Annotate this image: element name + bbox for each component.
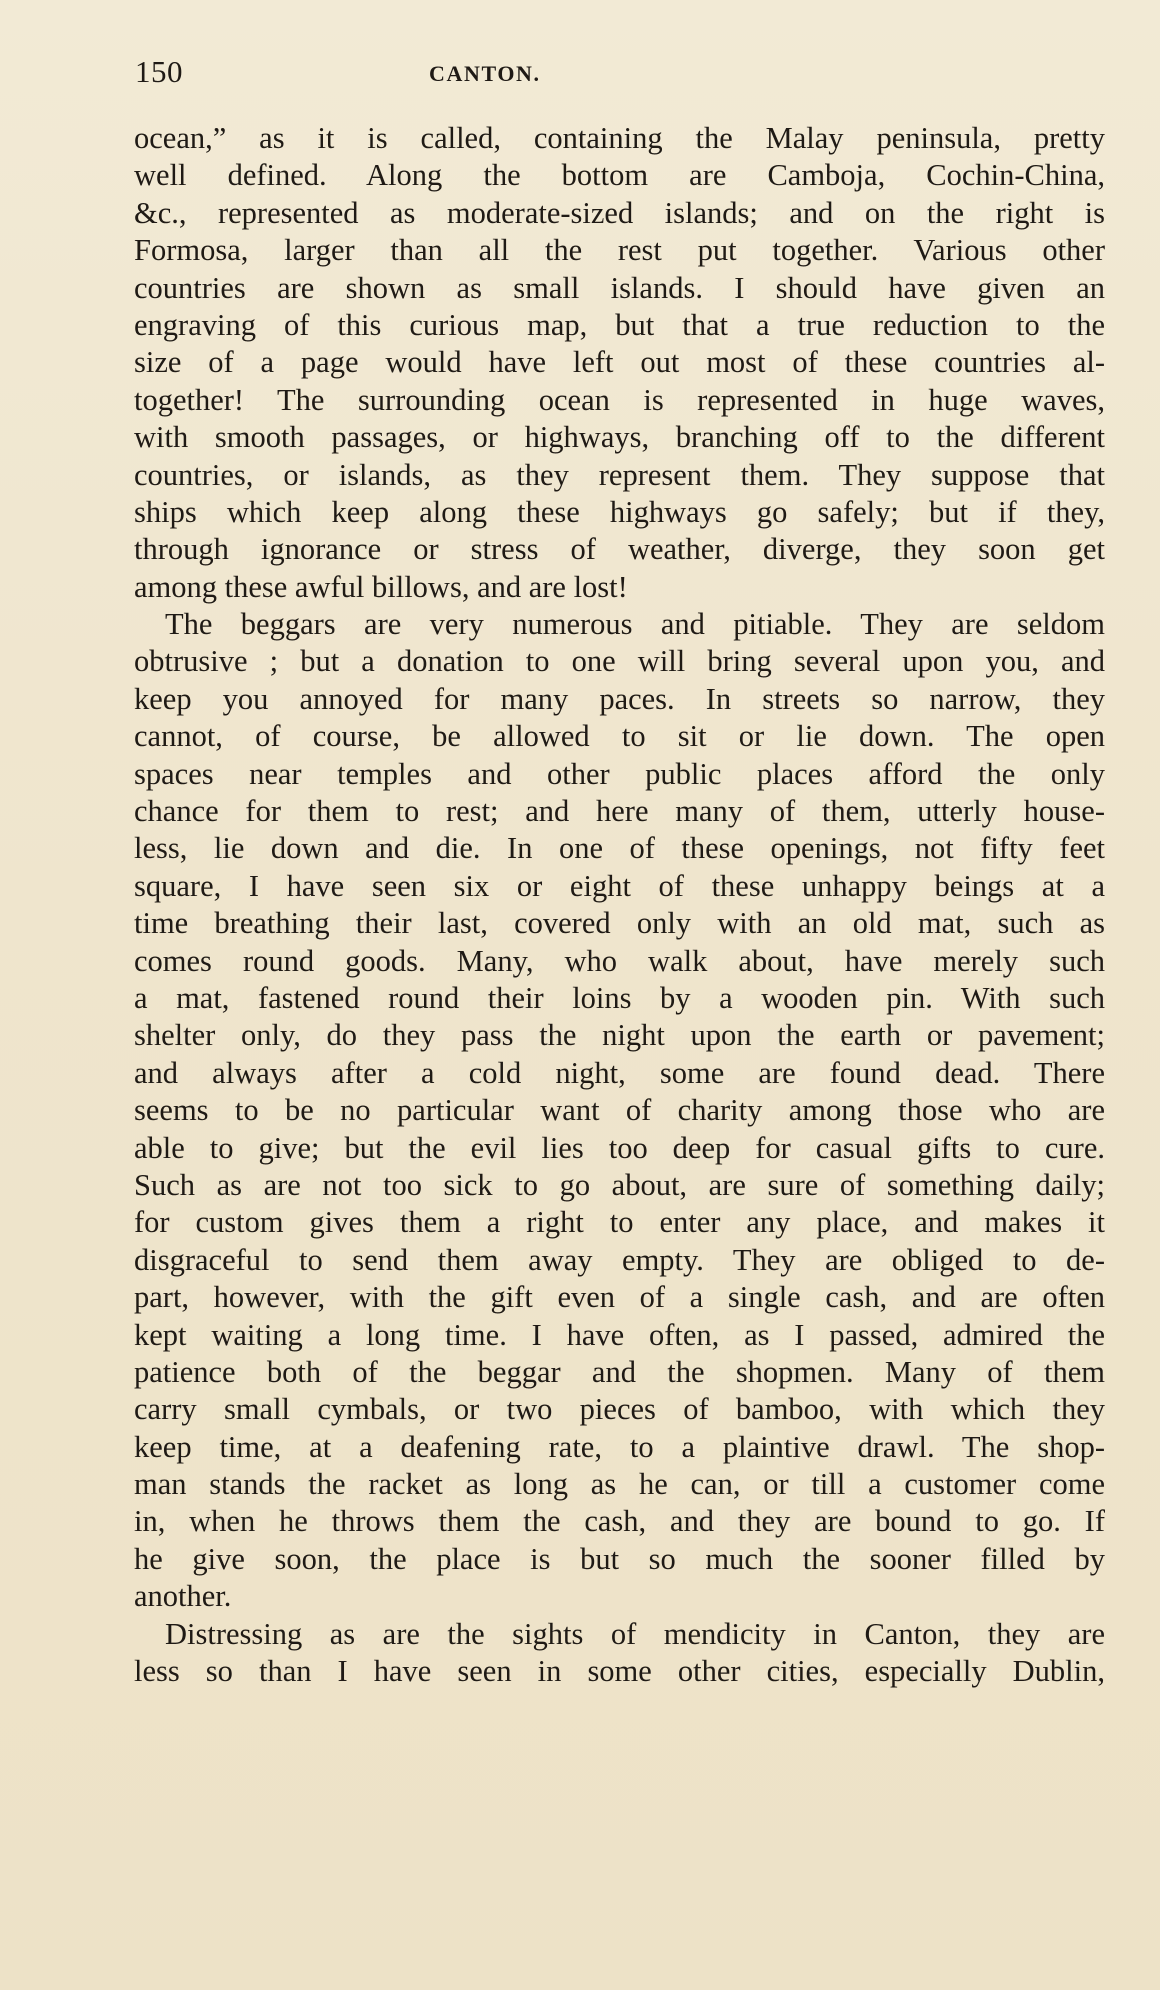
text-line: patience both of the beggar and the shopmen. Many of them (134, 1354, 1105, 1389)
text-line: together! The surrounding ocean is represented in huge waves, (134, 382, 1105, 417)
text-line: comes round goods. Many, who walk about, have merely such (134, 943, 1105, 978)
text-line: less, lie down and die. In one of these openings, not fifty feet (134, 831, 1105, 866)
text-line: man stands the racket as long as he can, or till a customer come (134, 1467, 1105, 1502)
text-line: another. (134, 1579, 232, 1614)
text-line: in, when he throws them the cash, and they are bound to go. If (134, 1504, 1105, 1539)
page-header (135, 54, 1105, 94)
text-line: keep time, at a deafening rate, to a plaintive drawl. The shop- (134, 1429, 1105, 1464)
text-line: spaces near temples and other public places afford the only (134, 756, 1105, 791)
text-line: among these awful billows, and are lost! (134, 569, 628, 604)
text-line: obtrusive ; but a donation to one will bring several upon you, and (134, 644, 1105, 679)
text-line: able to give; but the evil lies too deep for casual gifts to cure. (134, 1130, 1105, 1165)
text-line: Formosa, larger than all the rest put together. Various other (134, 233, 1105, 268)
text-line: engraving of this curious map, but that a true reduction to the (134, 307, 1105, 342)
text-line: time breathing their last, covered only with an old mat, such as (134, 906, 1105, 941)
text-line: square, I have seen six or eight of these unhappy beings at a (134, 868, 1105, 903)
paragraph-first-line: Distressing as are the sights of mendicity in Canton, they are (165, 1616, 1105, 1651)
text-line: through ignorance or stress of weather, diverge, they soon get (134, 532, 1105, 567)
text-line: Such as are not too sick to go about, are sure of something daily; (134, 1167, 1105, 1202)
body-text (134, 120, 1105, 1690)
text-line: countries, or islands, as they represent them. They suppose that (134, 457, 1105, 492)
running-head: CANTON. (429, 61, 541, 86)
text-line: ships which keep along these highways go safely; but if they, (134, 494, 1105, 529)
text-line: chance for them to rest; and here many of them, utterly house- (134, 794, 1105, 829)
text-line: part, however, with the gift even of a single cash, and are often (134, 1280, 1105, 1315)
text-line: well defined. Along the bottom are Camboja, Cochin-China, (134, 158, 1105, 193)
text-line: a mat, fastened round their loins by a wooden pin. With such (134, 980, 1105, 1015)
text-line: keep you annoyed for many paces. In streets so narrow, they (134, 681, 1105, 716)
text-line: carry small cymbals, or two pieces of bamboo, with which they (134, 1392, 1105, 1427)
text-line: he give soon, the place is but so much the sooner filled by (134, 1541, 1105, 1576)
text-line: kept waiting a long time. I have often, as I passed, admired the (134, 1317, 1105, 1352)
text-line: shelter only, do they pass the night upon the earth or pavement; (134, 1018, 1105, 1053)
text-line: countries are shown as small islands. I should have given an (134, 270, 1105, 305)
paragraph-first-line: The beggars are very numerous and pitiable. They are seldom (165, 607, 1105, 642)
text-line: disgraceful to send them away empty. They are obliged to de- (134, 1242, 1105, 1277)
text-line: size of a page would have left out most of these countries al- (134, 345, 1105, 380)
text-line: seems to be no particular want of charity among those who are (134, 1093, 1105, 1128)
text-line: less so than I have seen in some other cities, especially Dublin, (134, 1654, 1105, 1689)
text-line: ocean,” as it is called, containing the Malay peninsula, pretty (134, 121, 1105, 155)
text-line: &c., represented as moderate-sized islands; and on the right is (134, 195, 1105, 230)
page-number: 150 (135, 54, 183, 89)
text-line: for custom gives them a right to enter any place, and makes it (134, 1205, 1105, 1240)
text-line: and always after a cold night, some are found dead. There (134, 1055, 1105, 1090)
text-line: cannot, of course, be allowed to sit or lie down. The open (134, 719, 1105, 754)
text-line: with smooth passages, or highways, branching off to the different (134, 420, 1105, 455)
